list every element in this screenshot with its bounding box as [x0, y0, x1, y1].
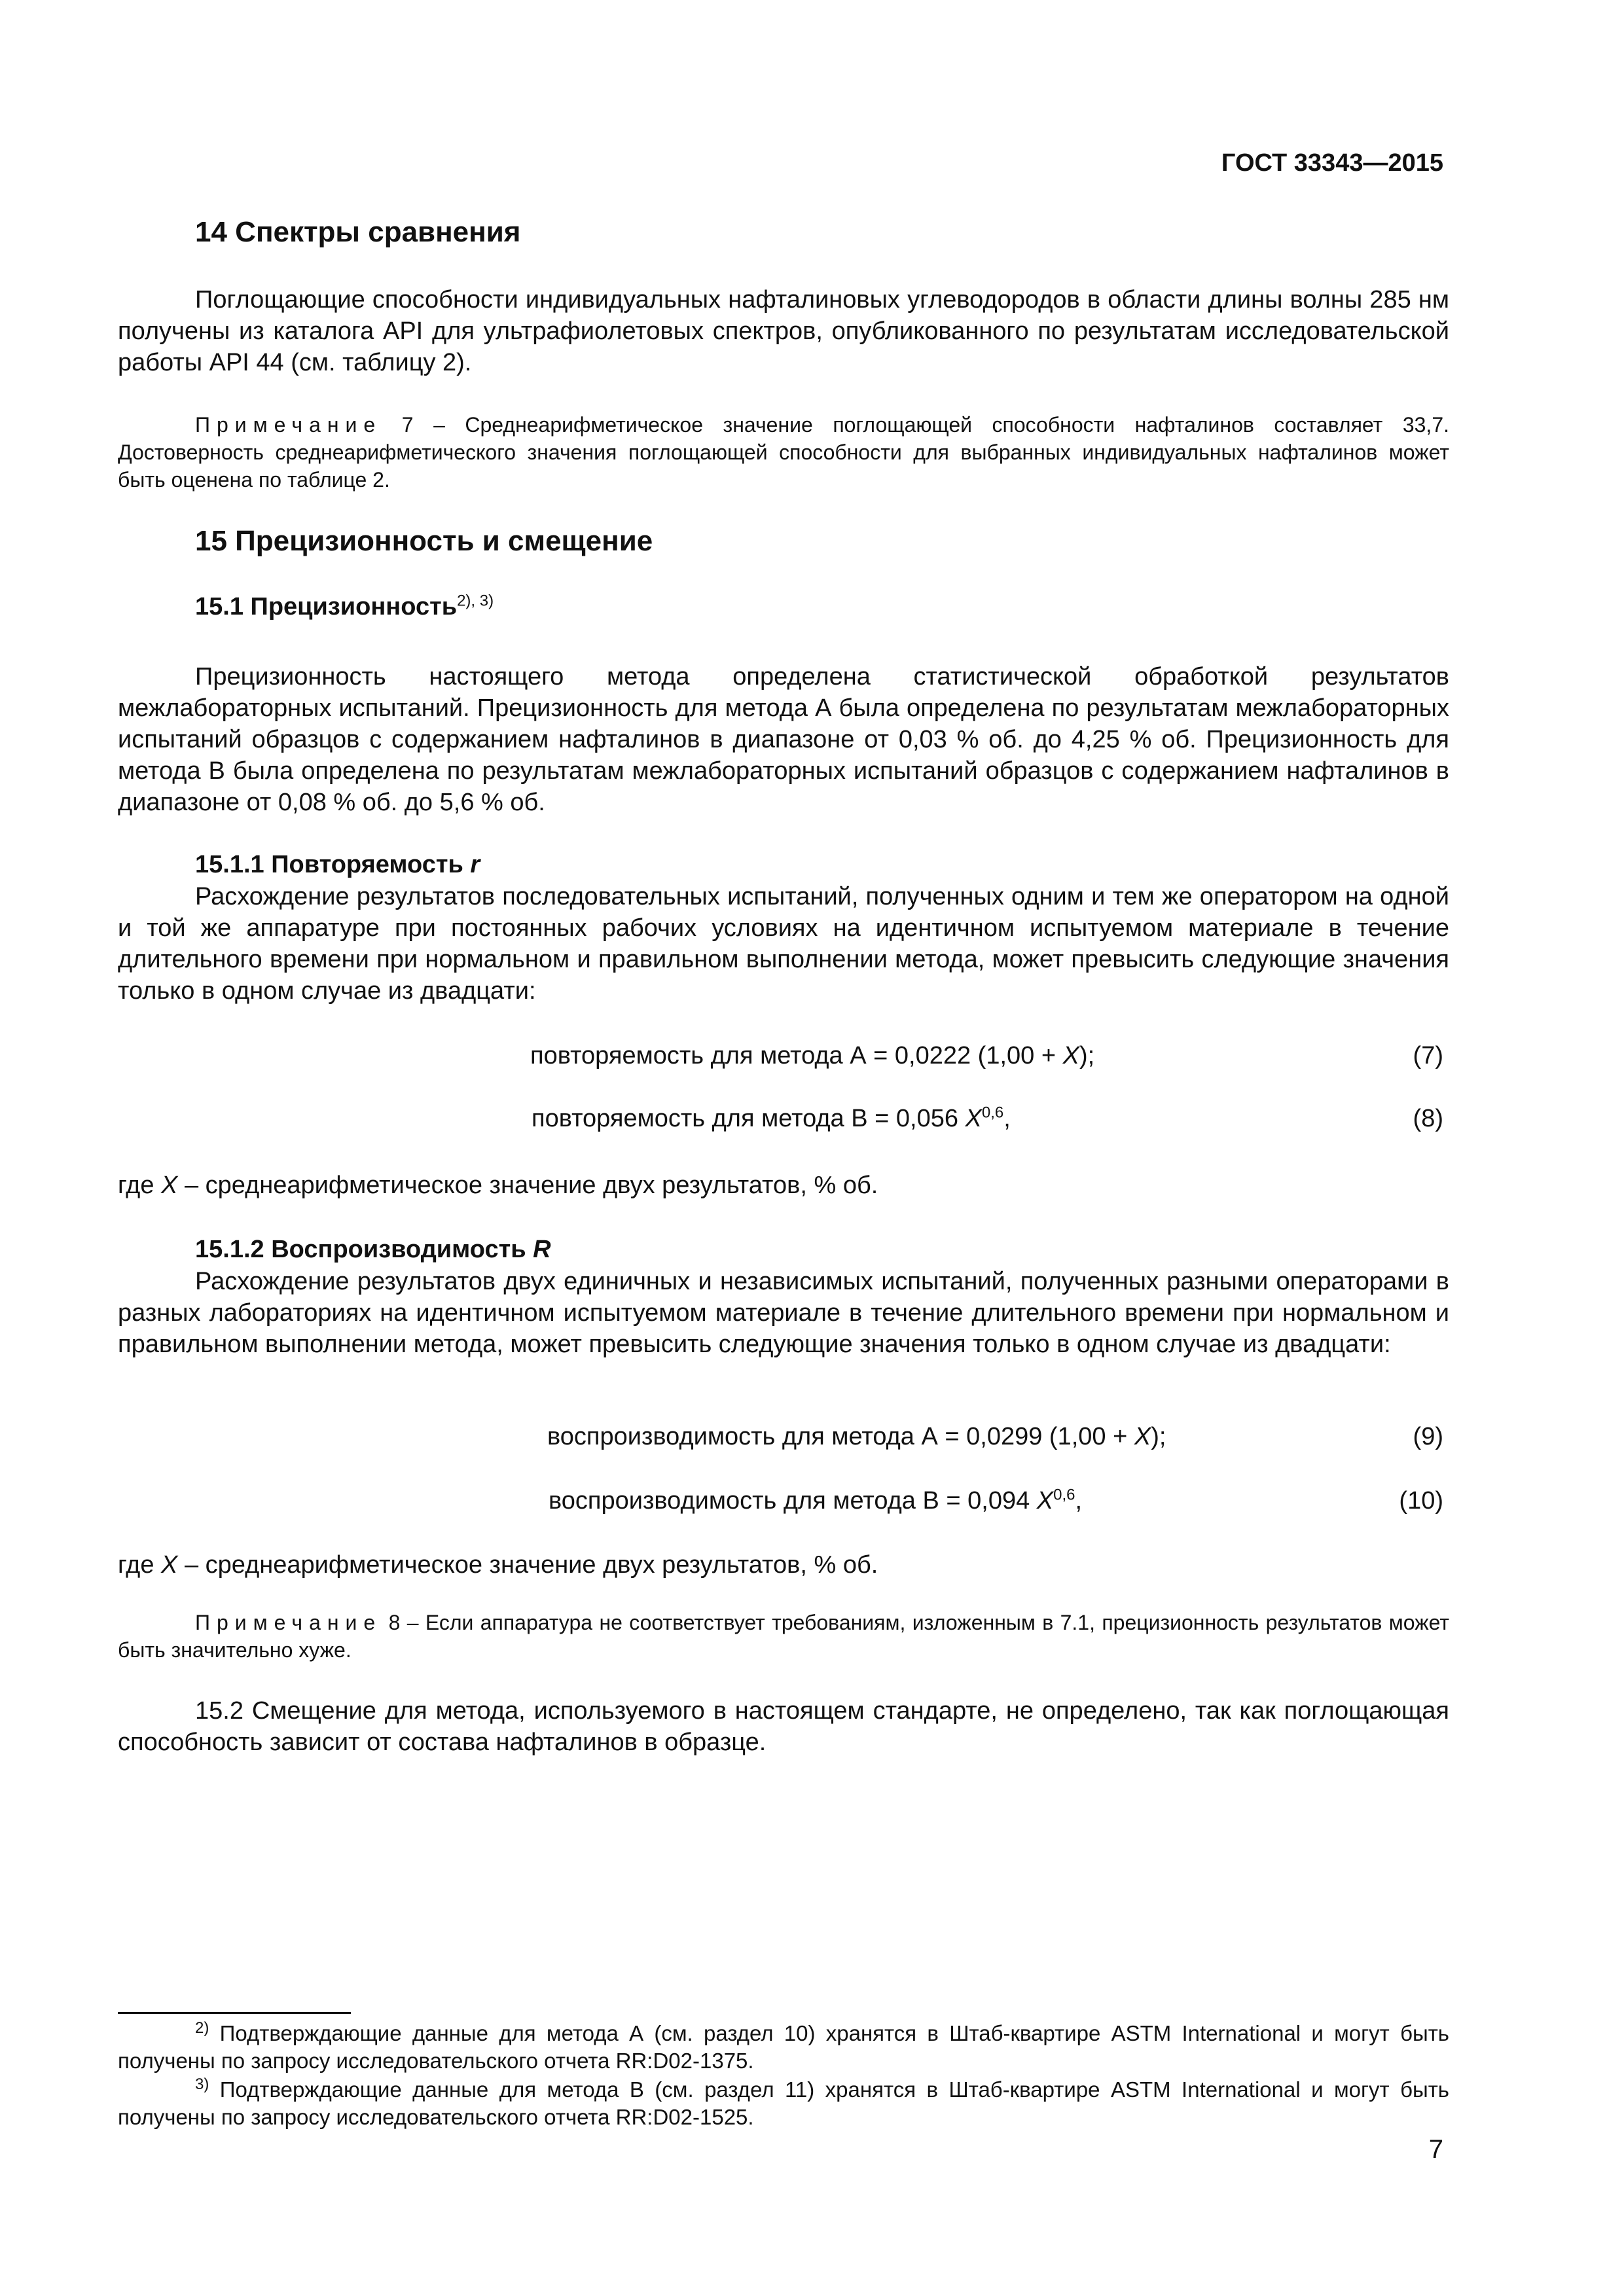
- formula-9-left: воспроизводимость для метода А = 0,0299 (1,00 +: [547, 1423, 1134, 1450]
- subsection-15-1-title: [195, 593, 494, 621]
- footnote-separator: [118, 2012, 351, 2014]
- formula-8-number: (8): [1413, 1105, 1443, 1132]
- reproducibility-title-text: 15.1.2 Воспроизводимость: [195, 1236, 526, 1263]
- formula-9-number: (9): [1413, 1423, 1443, 1450]
- formula-10-exponent: 0,6: [1053, 1486, 1075, 1504]
- reproducibility-symbol: R: [533, 1236, 551, 1263]
- formula-8-right: ,: [1003, 1105, 1011, 1132]
- formula-10-left: воспроизводимость для метода В = 0,094: [549, 1487, 1037, 1515]
- subsection-15-1-text: Прецизионность настоящего метода определена статистической обработкой результатов межлабораторных испытаний. Прецизионность для метода А была определена по результатам межлабораторных испытаний образцов с содержанием нафталинов в диапазоне от 0,03 % об. до 4,25 % об. Прецизионность для метода В была определена по результатам межлабораторных испытаний образцов с содержанием нафталинов в диапазоне от 0,08 % об. до 5,6 % об.: [118, 663, 1449, 816]
- formula-7: [530, 1042, 1094, 1070]
- repeatability-title-text: 15.1.1 Повторяемость: [195, 851, 463, 878]
- formula-10-right: ,: [1075, 1487, 1083, 1515]
- where-text: – среднеарифметическое значение двух результатов, % об.: [177, 1551, 878, 1579]
- footnote-3-mark: 3): [195, 2075, 209, 2093]
- footnote-2: [118, 2020, 1449, 2075]
- footnote-3-text: Подтверждающие данные для метода В (см. раздел 11) хранятся в Штаб-квартире ASTM International и могут быть получены по запросу исследовательского отчета RR:D02-1525.: [118, 2077, 1450, 2129]
- formula-9-right: );: [1151, 1423, 1166, 1450]
- where-variable: X: [161, 1551, 178, 1579]
- repeatability-paragraph: [118, 881, 1449, 1007]
- where-text: – среднеарифметическое значение двух результатов, % об.: [177, 1172, 878, 1199]
- footnote-ref-2-3: 2), 3): [457, 592, 494, 610]
- reproducibility-where: [118, 1551, 878, 1579]
- footnote-2-mark: 2): [195, 2019, 209, 2037]
- where-variable: X: [161, 1172, 178, 1199]
- note-7: [118, 411, 1449, 493]
- formula-10-variable: X: [1036, 1487, 1054, 1515]
- section-14-text: Поглощающие способности индивидуальных нафталиновых углеводородов в области длины волны 285 нм получены из каталога API для ультрафиолетовых спектров, опубликованного по результатам исследовательской работы API 44 (см. таблицу 2).: [118, 286, 1449, 376]
- note-7-text: 7 – Среднеарифметическое значение поглощающей способности нафталинов составляет 33,7. Достоверность среднеарифметического значения поглощающей способности для выбранных индивидуальных нафталинов может быть оценена по таблице 2.: [118, 413, 1450, 492]
- formula-8-left: повторяемость для метода В = 0,056: [532, 1105, 965, 1132]
- footnote-3: [118, 2076, 1449, 2131]
- formula-8: [532, 1105, 1011, 1133]
- formula-9: [547, 1423, 1166, 1451]
- formula-8-variable: X: [965, 1105, 982, 1132]
- section-14-title: 14 Спектры сравнения: [195, 216, 521, 248]
- section-15-title: 15 Прецизионность и смещение: [195, 525, 653, 557]
- repeatability-title: [195, 851, 480, 879]
- formula-7-left: повторяемость для метода А = 0,0222 (1,00 +: [530, 1042, 1063, 1069]
- subsection-15-2-paragraph: [118, 1695, 1449, 1758]
- reproducibility-title: [195, 1236, 551, 1264]
- subsection-15-1-paragraph: [118, 661, 1449, 818]
- subsection-15-1-title-text: 15.1 Прецизионность: [195, 593, 458, 620]
- note-7-label: Примечание: [195, 413, 382, 437]
- formula-9-variable: X: [1134, 1423, 1151, 1450]
- formula-7-right: );: [1079, 1042, 1095, 1069]
- section-14-paragraph: [118, 284, 1449, 378]
- formula-7-variable: X: [1062, 1042, 1079, 1069]
- repeatability-where: [118, 1172, 878, 1200]
- formula-7-number: (7): [1413, 1042, 1443, 1069]
- repeatability-text: Расхождение результатов последовательных испытаний, полученных одним и тем же оператором на одной и той же аппаратуре при постоянных рабочих условиях на идентичном испытуемом материале в течение длительного времени при нормальном и правильном выполнении метода, может превысить следующие значения только в одном случае из двадцати:: [118, 883, 1449, 1005]
- footnote-2-text: Подтверждающие данные для метода А (см. раздел 10) хранятся в Штаб-квартире ASTM International и могут быть получены по запросу исследовательского отчета RR:D02-1375.: [118, 2021, 1449, 2073]
- formula-10: [549, 1487, 1082, 1515]
- formula-10-number: (10): [1399, 1487, 1443, 1515]
- page-number: 7: [1428, 2135, 1443, 2164]
- repeatability-symbol: r: [470, 851, 480, 878]
- subsection-15-2-text: 15.2 Смещение для метода, используемого в настоящем стандарте, не определено, так как поглощающая способность зависит от состава нафталинов в образце.: [118, 1697, 1449, 1756]
- note-8: [118, 1609, 1449, 1664]
- where-prefix: где: [118, 1551, 162, 1579]
- reproducibility-text: Расхождение результатов двух единичных и независимых испытаний, полученных разными операторами в разных лабораториях на идентичном испытуемом материале в течение длительного времени при нормальном и правильном выполнении метода, может превысить следующие значения только в одном случае из двадцати:: [118, 1268, 1449, 1358]
- where-prefix: где: [118, 1172, 162, 1199]
- formula-8-exponent: 0,6: [981, 1103, 1004, 1122]
- note-8-label: Примечание: [195, 1611, 382, 1634]
- note-8-text: 8 – Если аппаратура не соответствует требованиям, изложенным в 7.1, прецизионность результатов может быть значительно хуже.: [118, 1611, 1450, 1662]
- document-header-id: ГОСТ 33343—2015: [1221, 149, 1443, 177]
- reproducibility-paragraph: [118, 1266, 1449, 1360]
